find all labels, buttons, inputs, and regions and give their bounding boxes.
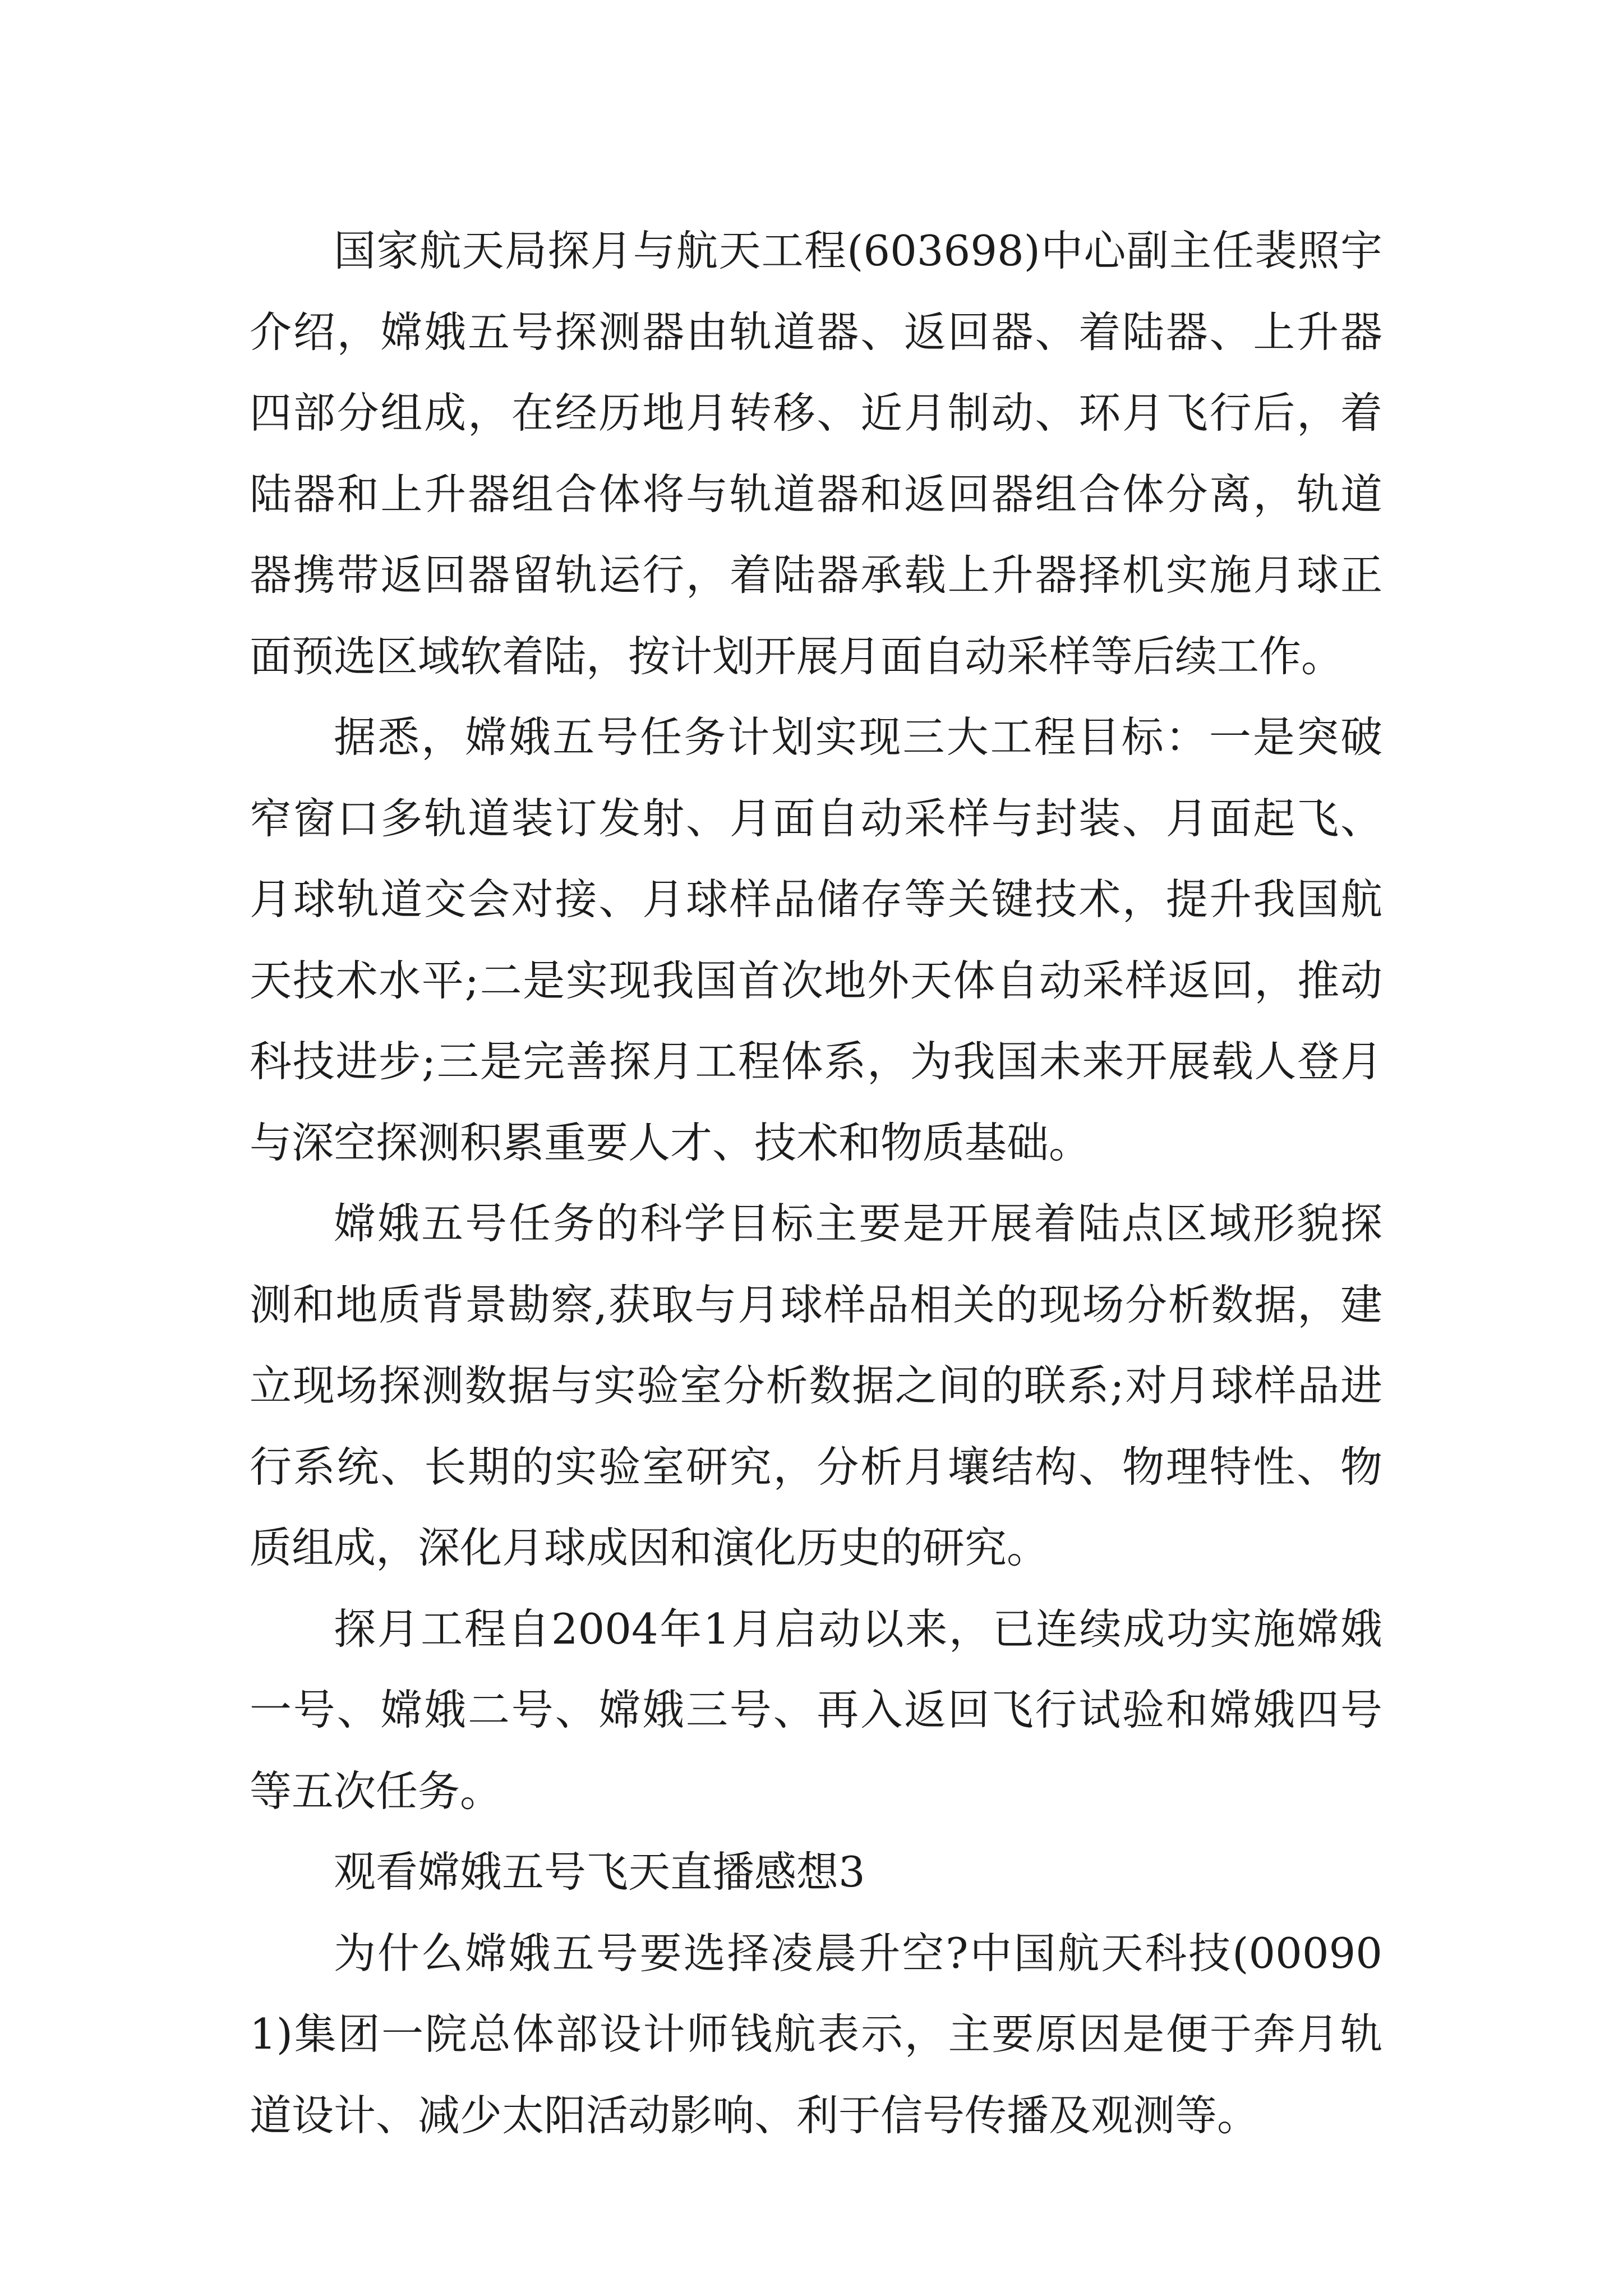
paragraph-science-goals: 嫦娥五号任务的科学目标主要是开展着陆点区域形貌探测和地质背景勘察,获取与月球样品相关的现场分析数据，建立现场探测数据与实验室分析数据之间的联系;对月球样品进行系统、长期的实验室研究，分析月壤结构、物理特性、物质组成，深化月球成因和演化历史的研究。: [250, 1199, 1382, 1572]
paragraph-engineering-goals: 据悉，嫦娥五号任务计划实现三大工程目标：一是突破窄窗口多轨道装订发射、月面自动采样与封装、月面起飞、月球轨道交会对接、月球样品储存等关键技术，提升我国航天技术水平;二是实现我国首次地外天体自动采样返回，推动科技进步;三是完善探月工程体系，为我国未来开展载人登月与深空探测积累重要人才、技术和物质基础。: [250, 712, 1382, 1167]
paragraph-lunar-program-history: 探月工程自2004年1月启动以来，已连续成功实施嫦娥一号、嫦娥二号、嫦娥三号、再入返回飞行试验和嫦娥四号等五次任务。: [250, 1604, 1382, 1816]
document-body: [250, 210, 1382, 2156]
section-heading: 观看嫦娥五号飞天直播感想3: [334, 1847, 865, 1897]
paragraph-engineer-introduction: 国家航天局探月与航天工程(603698)中心副主任裴照宇介绍，嫦娥五号探测器由轨道器、返回器、着陆器、上升器四部分组成，在经历地月转移、近月制动、环月飞行后，着陆器和上升器组合体将与轨道器和返回器组合体分离，轨道器携带返回器留轨运行，着陆器承载上升器择机实施月球正面预选区域软着陆，按计划开展月面自动采样等后续工作。: [250, 226, 1382, 681]
paragraph-launch-timing: 为什么嫦娥五号要选择凌晨升空?中国航天科技(000901)集团一院总体部设计师钱航表示，主要原因是便于奔月轨道设计、减少太阳活动影响、利于信号传播及观测等。: [250, 1928, 1382, 2140]
